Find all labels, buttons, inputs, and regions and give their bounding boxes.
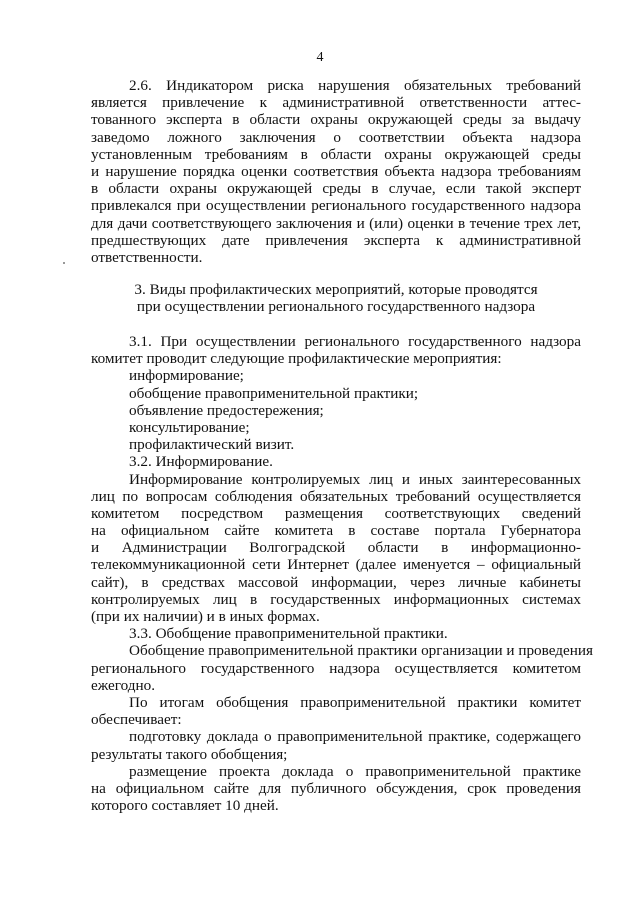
- text-line: размещение проекта доклада о правоприменительной практике: [129, 762, 581, 780]
- subsection-heading-3-3: 3.3. Обобщение правоприменительной практики.: [129, 625, 448, 643]
- text-line: Информирование контролируемых лиц и иных заинтересованных: [129, 470, 581, 488]
- text-line: предшествующих дате привлечения эксперта к административной: [91, 231, 581, 249]
- text-line: комитетом посредством размещения соответствующих сведений: [91, 504, 581, 522]
- text-line: Обобщение правоприменительной практики организации и проведения: [129, 642, 593, 660]
- page-number: 4: [316, 50, 324, 65]
- text-line: телекоммуникационной сети Интернет (далее именуется – официальный: [91, 556, 581, 574]
- list-item: консультирование;: [129, 418, 250, 436]
- list-item: обобщение правоприменительной практики;: [129, 384, 419, 402]
- text-line: регионального государственного надзора осуществляется комитетом: [91, 659, 581, 677]
- text-line: тованного эксперта в области охраны окружающей среды за выдачу: [91, 111, 581, 129]
- text-line: контролируемых лиц в государственных информационных системах: [91, 590, 581, 608]
- text-line: результаты такого обобщения;: [91, 745, 288, 763]
- text-line: 2.6. Индикатором риска нарушения обязательных требований: [129, 77, 581, 94]
- text-line: сайт), в средствах массовой информации, через личные кабинеты: [91, 573, 581, 591]
- paragraph-3-1: [91, 333, 593, 815]
- text-line: которого составляет 10 дней.: [91, 797, 279, 815]
- section-title-line: 3. Виды профилактических мероприятий, которые проводятся: [134, 281, 538, 298]
- text-line: 3.1. При осуществлении регионального государственного надзора: [129, 333, 581, 350]
- subsection-heading-3-2: 3.2. Информирование.: [129, 453, 273, 471]
- text-line: привлекался при осуществлении регионального государственного надзора: [91, 197, 581, 215]
- list-item: объявление предостережения;: [129, 401, 324, 419]
- text-line: ответственности.: [91, 248, 203, 266]
- text-line: является привлечение к административной ответственности аттес-: [91, 94, 581, 112]
- list-item: информирование;: [129, 367, 244, 385]
- text-line: для дачи соответствующего заключения и (или) оценки в течение трех лет,: [91, 214, 581, 232]
- list-item: профилактический визит.: [129, 436, 295, 454]
- text-line: заведомо ложного заключения о соответствии объекта надзора: [91, 128, 581, 146]
- section-title-line: при осуществлении регионального государственного надзора: [136, 298, 536, 316]
- text-line: установленным требованиям в области охраны окружающей среды: [91, 145, 581, 163]
- paragraph-2-6: [91, 77, 581, 266]
- text-line: подготовку доклада о правоприменительной практике, содержащего: [129, 728, 581, 746]
- margin-dot: [63, 262, 65, 264]
- text-line: и Администрации Волгоградской области в информационно-: [91, 539, 581, 557]
- text-line: в области охраны окружающей среды в случае, если такой эксперт: [91, 180, 581, 198]
- text-line: ежегодно.: [91, 676, 156, 694]
- text-line: комитет проводит следующие профилактические мероприятия:: [91, 350, 502, 368]
- text-line: (при их наличии) и в иных формах.: [91, 608, 320, 625]
- text-line: на официальном сайте для публичного обсуждения, срок проведения: [91, 779, 581, 797]
- section-3-title: [91, 281, 581, 315]
- text-line: обеспечивает:: [91, 711, 182, 729]
- text-line: на официальном сайте комитета в составе портала Губернатора: [91, 522, 581, 540]
- text-line: По итогам обобщения правоприменительной практики комитет: [129, 693, 581, 711]
- text-line: лиц по вопросам соблюдения обязательных требований осуществляется: [91, 487, 581, 505]
- text-line: и нарушение порядка оценки соответствия объекта надзора требованиям: [91, 162, 581, 180]
